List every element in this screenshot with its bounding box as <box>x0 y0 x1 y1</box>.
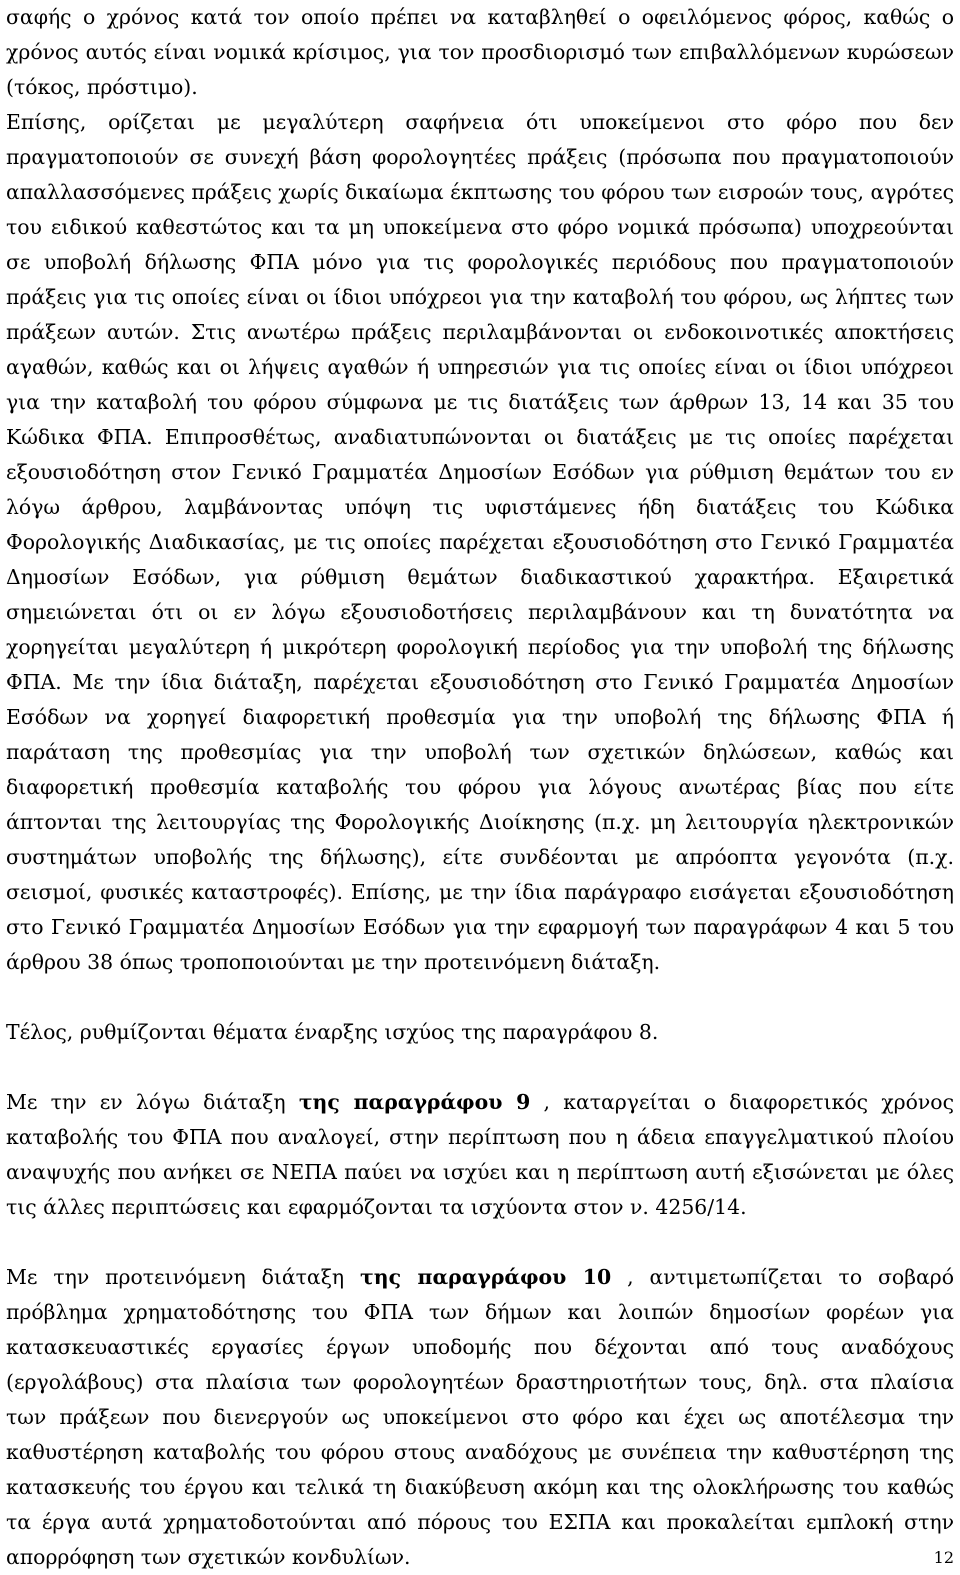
paragraph-entry-into-force: Τέλος, ρυθμίζονται θέματα έναρξης ισχύος της παραγράφου 8. <box>6 1020 659 1044</box>
paragraph-gap <box>6 1050 954 1085</box>
paragraph-gap <box>6 1225 954 1260</box>
paragraph-9 <box>6 1085 954 1225</box>
paragraph-vat-declaration: Επίσης, ορίζεται με μεγαλύτερη σαφήνεια ότι υποκείμενοι στο φόρο που δεν πραγματοποιούν σε συνεχή βάση φορολογητέες πράξεις (πρόσωπα που πραγματοποιούν απαλλασσόμενες πράξεις χωρίς δικαίωμα έκπτωσης του φόρου των εισροών τους, αγρότες του ειδικού καθεστώτος και τα μη υποκείμενα στο φόρο νομικά πρόσωπα) υποχρεούνται σε υποβολή δήλωσης ΦΠΑ μόνο για τις φορολογικές περιόδους που πραγματοποιούν πράξεις για τις οποίες είναι οι ίδιοι υπόχρεοι για την καταβολή του φόρου, ως λήπτες των πράξεων αυτών. Στις ανωτέρω πράξεις περιλαμβάνονται οι ενδοκοινοτικές αποκτήσεις αγαθών, καθώς και οι λήψεις αγαθών ή υπηρεσιών για τις οποίες είναι οι ίδιοι υπόχρεοι για την καταβολή του φόρου σύμφωνα με τις διατάξεις των άρθρων 13, 14 και 35 του Κώδικα ΦΠΑ. Επιπροσθέτως, αναδιατυπώνονται οι διατάξεις με τις οποίες παρέχεται εξουσιοδότηση στον Γενικό Γραμματέα Δημοσίων Εσόδων για ρύθμιση θεμάτων του εν λόγω άρθρου, λαμβάνοντας υπόψη τις υφιστάμενες ήδη διατάξεις του Κώδικα Φορολογικής Διαδικασίας, με τις οποίες παρέχεται εξουσιοδότηση στο Γενικό Γραμματέα Δημοσίων Εσόδων, για ρύθμιση θεμάτων διαδικαστικού χαρακτήρα. Εξαιρετικά σημειώνεται ότι οι εν λόγω εξουσιοδοτήσεις περιλαμβάνουν και τη δυνατότητα να χορηγείται μεγαλύτερη ή μικρότερη φορολογική περίοδος για την υποβολή της δήλωσης ΦΠΑ. Με την ίδια διάταξη, παρέχεται εξουσιοδότηση στο Γενικό Γραμματέα Δημοσίων Εσόδων να χορηγεί διαφορετική προθεσμία για την υποβολή της δήλωσης ΦΠΑ ή παράταση της προθεσμίας για την υποβολή των σχετικών δηλώσεων, καθώς και διαφορετική προθεσμία καταβολής του φόρου για λόγους ανωτέρας βίας που είτε άπτονται της λειτουργίας της Φορολογικής Διοίκησης (π.χ. μη λειτουργία ηλεκτρονικών συστημάτων υποβολής της δήλωσης), είτε συνδέονται με απρόοπτα γεγονότα (π.χ. σεισμοί, φυσικές καταστροφές). Επίσης, με την ίδια παράγραφο εισάγεται εξουσιοδότηση στο Γενικό Γραμματέα Δημοσίων Εσόδων για την εφαρμογή των παραγράφων 4 και 5 του άρθρου 38 όπως τροποποιούνται με την προτεινόμενη διάταξη. <box>6 110 954 974</box>
paragraph-10-reference: της παραγράφου 10 <box>360 1265 612 1289</box>
page-number: 12 <box>933 1548 954 1567</box>
paragraph-9-reference: της παραγράφου 9 <box>298 1090 531 1114</box>
document-page <box>6 0 954 1575</box>
paragraph-10-body: , αντιμετωπίζεται το σοβαρό πρόβλημα χρηματοδότησης του ΦΠΑ των δήμων και λοιπών δημοσίων φορέων για κατασκευαστικές εργασίες έργων υποδομής που δέχονται από τους αναδόχους (εργολάβους) στα πλαίσια των φορολογητέων δραστηριοτήτων τους, δηλ. στα πλαίσια των πράξεων που διενεργούν ως υποκείμενοι στο φόρο και έχει ως αποτέλεσμα την καθυστέρηση καταβολής του φόρου στους αναδόχους με συνέπεια την καθυστέρηση της κατασκευής του έργου και τελικά τη διακύβευση ακόμη και της ολοκλήρωσης του καθώς τα έργα αυτά χρηματοδοτούνται από πόρους του ΕΣΠΑ και προκαλείται εμπλοκή στην απορρόφηση των σχετικών κονδυλίων. <box>6 1265 955 1569</box>
paragraph-9-intro: Με την εν λόγω διάταξη <box>6 1090 299 1114</box>
paragraph-9-body: , καταργείται ο διαφορετικός χρόνος καταβολής του ΦΠΑ που αναλογεί, στην περίπτωση που η άδεια επαγγελματικού πλοίου αναψυχής που ανήκει σε ΝΕΠΑ παύει να ισχύει και η περίπτωση αυτή εξισώνεται με όλες τις άλλες περιπτώσεις και εφαρμόζονται τα ισχύοντα στον ν. 4256/14. <box>6 1090 954 1219</box>
paragraph-gap <box>6 980 954 1015</box>
paragraph-penalties: σαφής ο χρόνος κατά τον οποίο πρέπει να καταβληθεί ο οφειλόμενος φόρος, καθώς ο χρόνος αυτός είναι νομικά κρίσιμος, για τον προσδιορισμό των επιβαλλόμενων κυρώσεων (τόκος, πρόστιμο). <box>6 5 954 99</box>
paragraph-10-intro: Με την προτεινόμενη διάταξη <box>6 1265 361 1289</box>
paragraph-10 <box>6 1260 954 1575</box>
